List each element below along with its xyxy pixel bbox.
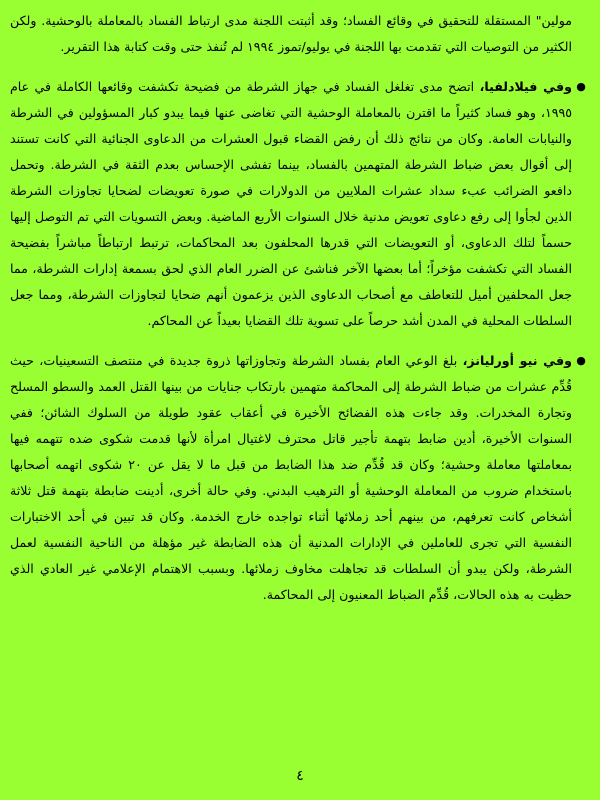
philadelphia-lead: وفي فيلادلفيا، bbox=[479, 79, 572, 94]
intro-paragraph bbox=[10, 6, 572, 60]
new-orleans-lead: وفي نيو أورليانز، bbox=[462, 353, 572, 368]
intro-text: مولين" المستقلة للتحقيق في وقائع الفساد؛ وقد أثبتت اللجنة مدى ارتباط الفساد بالمعاملة بالوحشية. ولكن الكثير من التوصيات التي تقدمت بها اللجنة في يوليو/تموز ١٩٩٤ لم تُنفذ حتى وقت كتابة هذا التقرير. bbox=[10, 13, 572, 54]
philadelphia-paragraph bbox=[10, 74, 572, 334]
new-orleans-text: بلغ الوعي العام بفساد الشرطة وتجاوزاتها ذروة جديدة في منتصف التسعينيات، حيث قُدِّم عشرات من ضباط الشرطة إلى المحاكمة متهمين بارتكاب جنايات من بينها القتل العمد والسطو المسلح وتجارة المخدرات. وقد جاءت هذه الفضائح الأخيرة في أعقاب عقود طويلة من السلوك الشائن؛ ففي السنوات الأخيرة، أدين ضابط بتهمة تأجير قاتل محترف لاغتيال امرأة لأنها قدمت شكوى ضده تتهمه فيها بمعاملتها معاملة وحشية؛ وكان قد قُدِّم ضد هذا الضابط من قبل ما لا يقل عن ٢٠ شكوى اتهمه أصحابها باستخدام ضروب من المعاملة الوحشية أو الترهيب البدني. وفي حالة أخرى، أدينت ضابطة بتهمة قتل ثلاثة أشخاص كانت تعرفهم، من بينهم أحد زملائها أثناء تواجده خارج الخدمة. وكان قد تبين في أحد الاختبارات النفسية التي تجرى للعاملين في الإدارات المدنية أن هذه الضابطة غير مؤهلة من الناحية النفسية لعمل الشرطة، ولكن يبدو أن السلطات قد تجاهلت مخاوف زملائها. وبسبب الاهتمام الإعلامي غير العادي الذي حظيت به هذه الحالات، قُدِّم الضباط المعنيون إلى المحاكمة. bbox=[10, 353, 573, 602]
new-orleans-paragraph bbox=[10, 348, 572, 608]
bullet-icon: ● bbox=[576, 354, 586, 367]
bullet-icon: ● bbox=[576, 80, 586, 93]
page-number: ٤ bbox=[296, 768, 304, 784]
new-orleans-section bbox=[10, 348, 590, 608]
philadelphia-section bbox=[10, 74, 590, 334]
philadelphia-text: اتضح مدى تغلغل الفساد في جهاز الشرطة من فضيحة تكشفت وقائعها الكاملة في عام ١٩٩٥، وهو فساد كثيراً ما اقترن بالمعاملة الوحشية التي تغاضى عنها فيما يبدو كبار المسؤولين في الشرطة والنيابات العامة. وكان من نتائج ذلك أن رفض القضاء قبول العشرات من الدعاوى الجنائية التي كانت تستند إلى أقوال بعض ضباط الشرطة المتهمين بالفساد، بينما تفشى الإحساس بعدم الثقة في الشرطة. وتحمل دافعو الضرائب عبء سداد عشرات الملايين من الدولارات في صورة تعويضات لضحايا تجاوزات الشرطة الذين لجأوا إلى رفع دعاوى تعويض مدنية خلال السنوات الأربع الماضية. وبعض التسويات التي تم التوصل إليها حسماً لتلك الدعاوى، أو التعويضات التي قدرها المحلفون بعد المحاكمات، ترتبط ارتباطاً مباشراً بفضيحة الفساد التي تكشفت مؤخراً؛ أما بعضها الآخر فناشئ عن الضرر العام الذي لحق بسمعة إدارات الشرطة، مما جعل المحلفين أميل للتعاطف مع أصحاب الدعاوى الذين يزعمون أنهم ضحايا لتجاوزات الشرطة، ومما جعل السلطات المحلية في المدن أشد حرصاً على تسوية تلك القضايا بعيداً عن المحاكم. bbox=[10, 79, 572, 328]
